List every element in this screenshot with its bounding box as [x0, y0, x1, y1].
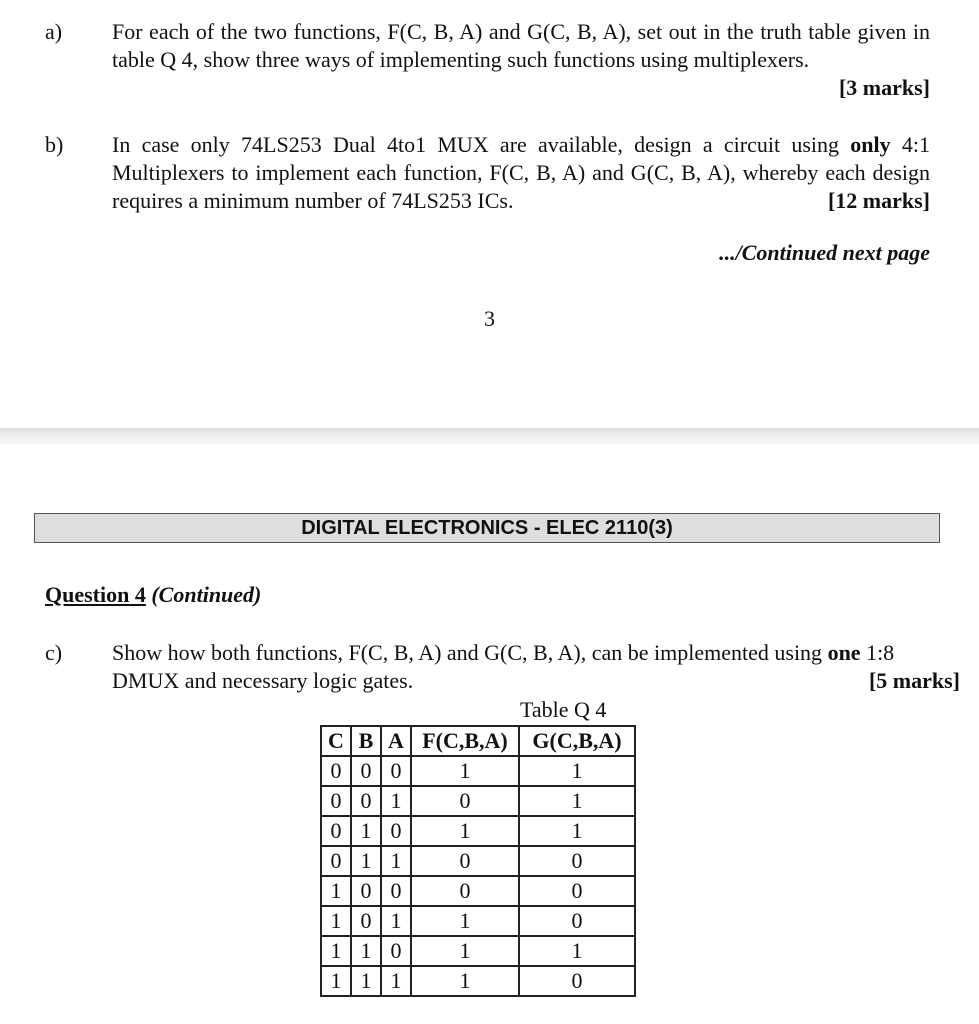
table-cell: 0 — [381, 936, 411, 966]
table-cell: 0 — [351, 906, 381, 936]
table-row — [321, 786, 635, 816]
table-cell: 1 — [381, 906, 411, 936]
part-c-marks: [5 marks] — [868, 668, 960, 693]
part-b-label: b) — [45, 132, 64, 157]
part-a-text: For each of the two functions, F(C, B, A) and G(C, B, A), set out in the truth table given in table Q 4, show three ways of implementing such functions using multiplexers. — [112, 19, 930, 72]
table-cell: 1 — [411, 906, 519, 936]
part-b-emphasis: only — [850, 132, 891, 157]
table-header-row — [321, 726, 635, 756]
header-a: A — [381, 726, 411, 756]
table-cell: 1 — [351, 936, 381, 966]
table-row — [321, 936, 635, 966]
table-caption: Table Q 4 — [520, 697, 607, 722]
question-title: Question 4 (Continued) — [45, 582, 262, 607]
header-b: B — [351, 726, 381, 756]
table-cell: 1 — [519, 756, 635, 786]
part-a-marks: [3 marks] — [838, 75, 930, 100]
table-cell: 1 — [351, 966, 381, 996]
table-row — [321, 816, 635, 846]
table-cell: 1 — [321, 906, 351, 936]
truth-table — [320, 725, 636, 997]
table-cell: 1 — [411, 756, 519, 786]
table-cell: 0 — [411, 846, 519, 876]
table-cell: 0 — [321, 846, 351, 876]
table-cell: 1 — [411, 816, 519, 846]
table-cell: 0 — [351, 876, 381, 906]
table-cell: 1 — [321, 876, 351, 906]
page-number: 3 — [484, 306, 495, 331]
part-c-emphasis: one — [827, 640, 861, 665]
table-cell: 1 — [519, 786, 635, 816]
table-cell: 0 — [381, 816, 411, 846]
table-cell: 1 — [351, 816, 381, 846]
table-cell: 1 — [519, 816, 635, 846]
table-cell: 1 — [411, 936, 519, 966]
continued-note: .../Continued next page — [719, 240, 930, 265]
table-row — [321, 756, 635, 786]
table-cell: 0 — [519, 846, 635, 876]
table-cell: 0 — [519, 876, 635, 906]
table-cell: 1 — [351, 846, 381, 876]
table-cell: 0 — [321, 816, 351, 846]
table-cell: 0 — [381, 756, 411, 786]
table-cell: 1 — [381, 786, 411, 816]
header-f: F(C,B,A) — [411, 726, 519, 756]
table-cell: 1 — [381, 846, 411, 876]
table-row — [321, 906, 635, 936]
table-cell: 1 — [321, 966, 351, 996]
part-c-text: Show how both functions, F(C, B, A) and G(C, B, A), can be implemented using one 1:8 DMUX and necessary logic gates. — [112, 640, 895, 693]
table-cell: 0 — [519, 906, 635, 936]
part-a-label: a) — [45, 19, 63, 44]
table-cell: 1 — [321, 936, 351, 966]
table-cell: 0 — [351, 756, 381, 786]
part-c-label: c) — [45, 640, 63, 665]
table-row — [321, 966, 635, 996]
table-row — [321, 846, 635, 876]
table-cell: 0 — [411, 876, 519, 906]
part-b-text: In case only 74LS253 Dual 4to1 MUX are available, design a circuit using only 4:1 Multiplexers to implement each function, F(C, B, A) and G(C, B, A), whereby each design requires a minimum number of 74LS253 ICs. — [112, 132, 930, 213]
page-divider — [0, 428, 979, 444]
part-b-marks: [12 marks] — [827, 188, 930, 213]
table-cell: 0 — [381, 876, 411, 906]
table-cell: 1 — [519, 936, 635, 966]
table-cell: 0 — [321, 786, 351, 816]
header-c: C — [321, 726, 351, 756]
table-cell: 0 — [519, 966, 635, 996]
table-cell: 0 — [321, 756, 351, 786]
table-cell: 0 — [351, 786, 381, 816]
table-row — [321, 876, 635, 906]
course-header: DIGITAL ELECTRONICS - ELEC 2110(3) — [34, 513, 940, 543]
table-cell: 1 — [381, 966, 411, 996]
table-cell: 0 — [411, 786, 519, 816]
table-cell: 1 — [411, 966, 519, 996]
header-g: G(C,B,A) — [519, 726, 635, 756]
